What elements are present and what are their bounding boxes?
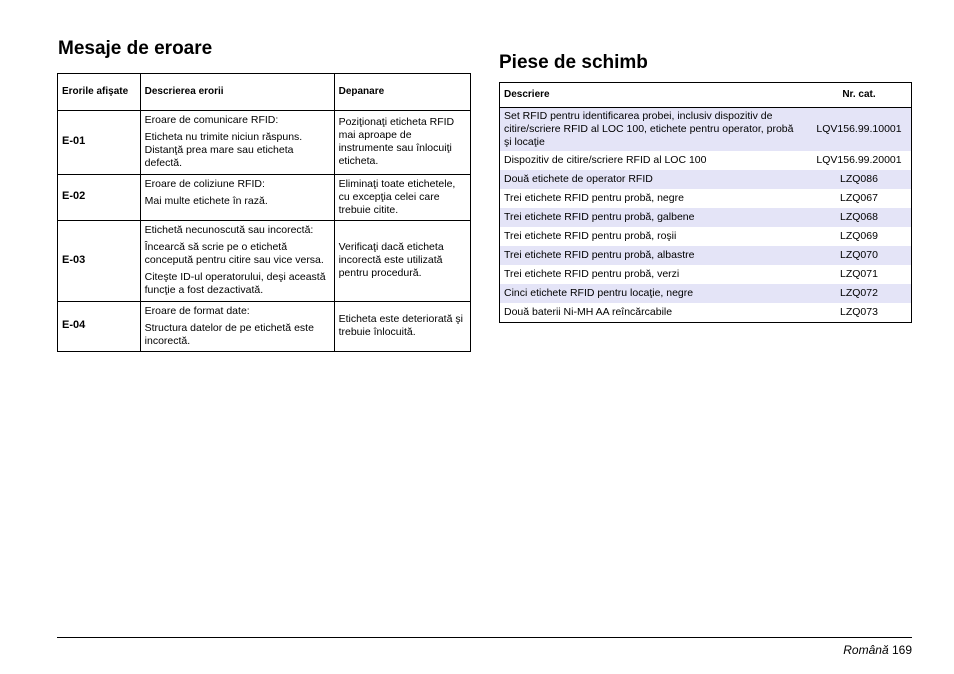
error-description — [140, 111, 334, 175]
error-description-line: Etichetă necunoscută sau incorectă: — [144, 223, 314, 236]
part-catalog-number: LQV156.99.10001 — [807, 108, 912, 152]
table-row — [58, 220, 471, 301]
table-row — [500, 227, 912, 246]
error-messages-table — [57, 73, 471, 352]
header-troubleshooting: Depanare — [334, 74, 470, 111]
error-description-line: Structura datelor de pe etichetă este incorectă. — [144, 321, 314, 347]
error-description-line: Eroare de comunicare RFID: — [144, 114, 279, 126]
error-description-line: Eticheta nu trimite niciun răspuns. Distanţă prea mare sau eticheta defectă. — [144, 131, 303, 170]
part-description: Trei etichete RFID pentru probă, albastre — [500, 246, 808, 265]
part-description: Două etichete de operator RFID — [500, 170, 808, 189]
error-description-line: Eroare de coliziune RFID: — [144, 177, 265, 190]
error-description — [140, 301, 334, 351]
part-description: Două baterii Ni-MH AA reîncărcabile — [504, 306, 673, 319]
error-description-line: Citeşte ID-ul operatorului, deşi această funcţie a fost dezactivată. — [144, 271, 326, 297]
part-catalog-number: LZQ067 — [840, 192, 878, 205]
part-description: Dispozitiv de citire/scriere RFID al LOC 100 — [504, 154, 707, 167]
footer-divider — [57, 637, 912, 638]
error-description — [140, 220, 334, 301]
table-row — [500, 246, 912, 265]
table-row — [58, 174, 471, 220]
part-description: Cinci etichete RFID pentru locaţie, negre — [500, 284, 808, 303]
part-catalog-number: LZQ072 — [807, 284, 912, 303]
table-row — [500, 108, 912, 152]
table-row — [58, 301, 471, 351]
part-catalog-number: LZQ068 — [807, 208, 912, 227]
table-row — [500, 170, 912, 189]
table-row — [500, 265, 912, 284]
part-catalog-number: LZQ086 — [807, 170, 912, 189]
error-fix: Verificaţi dacă eticheta incorectă este utilizată pentru procedură. — [334, 220, 470, 301]
error-code: E-03 — [58, 220, 141, 301]
spare-parts-table — [499, 82, 912, 323]
page-footer — [843, 643, 912, 657]
part-catalog-number: LZQ069 — [840, 230, 878, 243]
part-description: Trei etichete RFID pentru probă, verzi — [504, 268, 680, 281]
error-description-line: Mai multe etichete în rază. — [144, 194, 268, 207]
table-row — [58, 111, 471, 175]
part-description: Trei etichete RFID pentru probă, galbene — [500, 208, 808, 227]
part-catalog-number: LQV156.99.20001 — [816, 154, 902, 167]
page-number: 169 — [891, 643, 912, 657]
part-description: Set RFID pentru identificarea probei, inclusiv dispozitiv de citire/scriere RFID al LOC 100, etichete pentru operator, probă şi locaţie — [500, 108, 808, 152]
header-error-description: Descrierea erorii — [140, 74, 334, 111]
header-catalog-number: Nr. cat. — [807, 83, 912, 108]
part-catalog-number: LZQ070 — [807, 246, 912, 265]
error-fix: Eticheta este deteriorată şi trebuie înlocuită. — [334, 301, 470, 351]
table-row — [500, 284, 912, 303]
error-messages-title: Mesaje de eroare — [58, 38, 213, 59]
table-row — [500, 303, 912, 323]
table-header-row — [58, 74, 471, 111]
part-catalog-number: LZQ073 — [840, 306, 878, 319]
error-code: E-04 — [58, 301, 141, 351]
part-description: Trei etichete RFID pentru probă, negre — [504, 192, 684, 205]
part-catalog-number: LZQ071 — [840, 268, 878, 281]
table-header-row — [500, 83, 912, 108]
table-row — [500, 189, 912, 208]
spare-parts-title: Piese de schimb — [499, 52, 648, 73]
error-code: E-02 — [58, 174, 141, 220]
table-row — [500, 208, 912, 227]
error-description-line: Eroare de format date: — [144, 304, 250, 317]
table-row — [500, 151, 912, 170]
header-errors-displayed: Erorile afişate — [58, 74, 141, 111]
error-fix: Poziţionaţi eticheta RFID mai aproape de instrumente sau înlocuiţi eticheta. — [334, 111, 470, 175]
error-description-line: Încearcă să scrie pe o etichetă concepută pentru citire sau vice versa. — [144, 241, 324, 267]
part-description: Trei etichete RFID pentru probă, roşii — [504, 230, 677, 243]
header-description: Descriere — [500, 83, 808, 108]
error-fix: Eliminaţi toate etichetele, cu excepţia celei care trebuie citite. — [334, 174, 470, 220]
error-description — [140, 174, 334, 220]
error-code: E-01 — [58, 111, 141, 175]
footer-language: Română — [843, 643, 889, 657]
